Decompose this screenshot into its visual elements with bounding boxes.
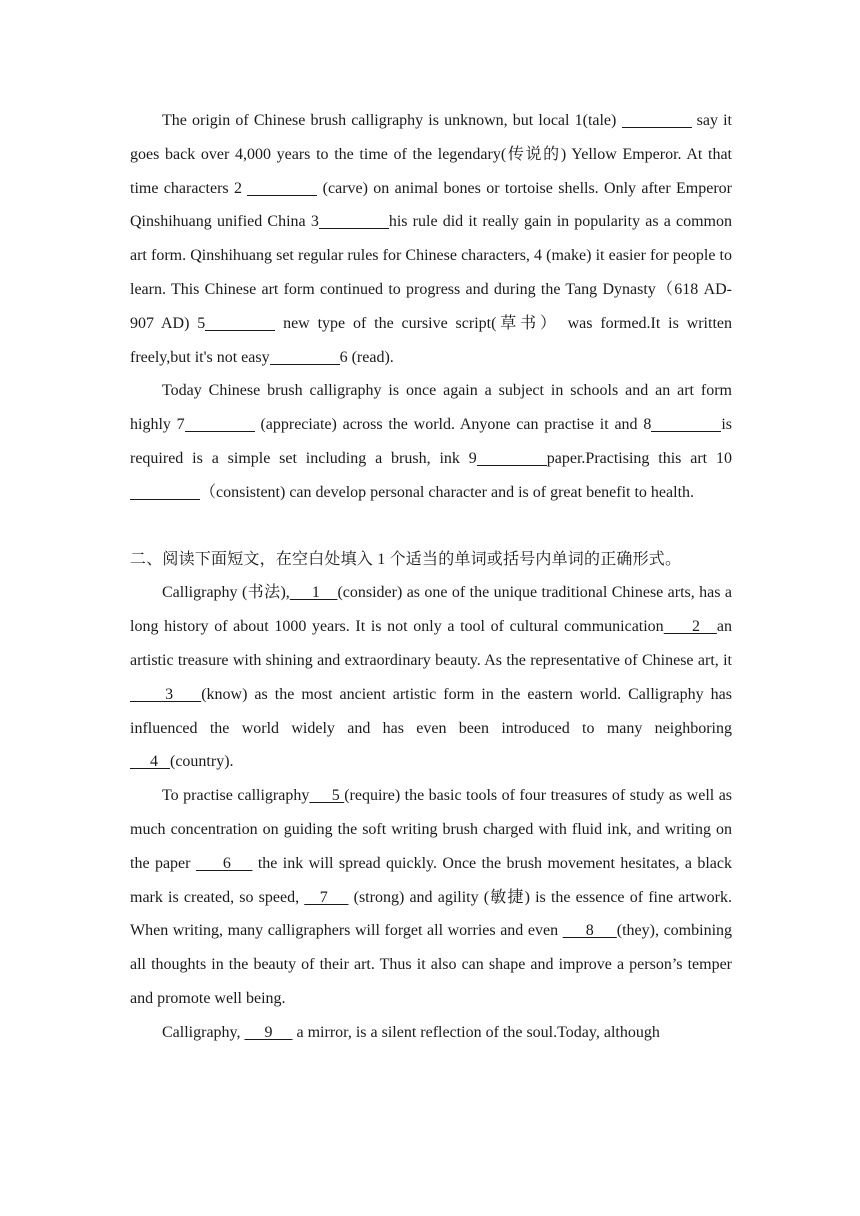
- answer-blank-5[interactable]: [205, 313, 275, 331]
- answer-blank-2[interactable]: [247, 178, 317, 196]
- text: paper.Practising this art 10: [546, 449, 732, 467]
- text: (consider) as one of the unique traditional Chinese arts, has a long history of about 1000 years. It is not only a tool of cultural communication: [130, 584, 733, 636]
- text: a mirror, is a silent reflection of the soul.Today, although: [292, 1023, 660, 1041]
- passage1-paragraph2: [130, 374, 732, 509]
- numbered-blank-4[interactable]: 4: [130, 753, 170, 771]
- passage2-paragraph2: [130, 779, 732, 1016]
- text: (carve) on animal bones or tortoise shells. Only after Emperor Qinshihuang unified China 3: [130, 179, 733, 231]
- text: 6 (read).: [339, 348, 394, 366]
- answer-blank-10[interactable]: [130, 482, 200, 500]
- passage2-paragraph3: [130, 1016, 732, 1050]
- answer-blank-9[interactable]: [477, 448, 547, 466]
- text: （consistent) can develop personal character and is of great benefit to health.: [200, 483, 695, 501]
- passage1-paragraph1: [130, 104, 732, 374]
- numbered-blank-3[interactable]: 3: [130, 685, 202, 703]
- text: new type of the cursive script(草书） was formed.It is written freely,but it's not easy: [130, 314, 732, 366]
- text: Calligraphy (书法),: [162, 584, 290, 602]
- text: (require) the basic tools of four treasures of study as well as much concentration on guiding the soft writing brush charged with fluid ink, and writing on the paper: [130, 787, 733, 872]
- text: the ink will spread quickly. Once the brush movement hesitates, a black mark is created, so speed,: [130, 854, 733, 906]
- answer-blank-7[interactable]: [185, 414, 255, 432]
- answer-blank-6[interactable]: [270, 347, 340, 365]
- numbered-blank-8[interactable]: 8: [562, 922, 617, 940]
- answer-blank-3[interactable]: [319, 212, 389, 230]
- passage2-paragraph1: [130, 576, 732, 779]
- numbered-blank-6[interactable]: 6: [195, 854, 253, 872]
- section-spacer: [130, 510, 732, 543]
- text: (country).: [170, 753, 234, 771]
- text: The origin of Chinese brush calligraphy is unknown, but local 1(tale): [162, 112, 622, 129]
- numbered-blank-9[interactable]: 9: [244, 1023, 293, 1041]
- text: (they), combining all thoughts in the beauty of their art. Thus it also can shape and improve a person’s temper and promote well being.: [130, 922, 733, 1007]
- text: (know) as the most ancient artistic form in the eastern world. Calligraphy has influenced the world widely and has even been introduced to many neighboring: [130, 685, 733, 737]
- numbered-blank-1[interactable]: 1: [289, 584, 338, 602]
- answer-blank-1[interactable]: [622, 110, 692, 128]
- text: say it goes back over 4,000 years to the time of the legendary(传说的) Yellow Emperor. At that time characters 2: [130, 112, 733, 197]
- text: Calligraphy,: [162, 1023, 245, 1041]
- answer-blank-8[interactable]: [651, 414, 721, 432]
- text: an artistic treasure with shining and extraordinary beauty. As the representative of Chinese art, it: [130, 618, 733, 669]
- text: (strong) and agility (敏捷) is the essence of fine artwork. When writing, many calligraphers will forget all worries and even: [130, 888, 733, 940]
- numbered-blank-5[interactable]: 5: [309, 787, 345, 805]
- text: (appreciate) across the world. Anyone can practise it and 8: [254, 416, 652, 434]
- text: is required is a simple set including a brush, ink 9: [130, 416, 733, 467]
- text: Today Chinese brush calligraphy is once again a subject in schools and an art form highly 7: [130, 382, 732, 434]
- numbered-blank-7[interactable]: 7: [304, 888, 349, 906]
- text: To practise calligraphy: [162, 787, 310, 805]
- text: his rule did it really gain in popularity as a common art form. Qinshihuang set regular rules for Chinese characters, 4 (make) it easier for people to learn. This Chinese art form continued to progress and during the Tang Dynasty（618 AD-907 AD) 5: [130, 213, 733, 332]
- numbered-blank-2[interactable]: 2: [663, 618, 717, 636]
- section-heading: 二、阅读下面短文，在空白处填入 1 个适当的单词或括号内单词的正确形式。: [130, 550, 682, 568]
